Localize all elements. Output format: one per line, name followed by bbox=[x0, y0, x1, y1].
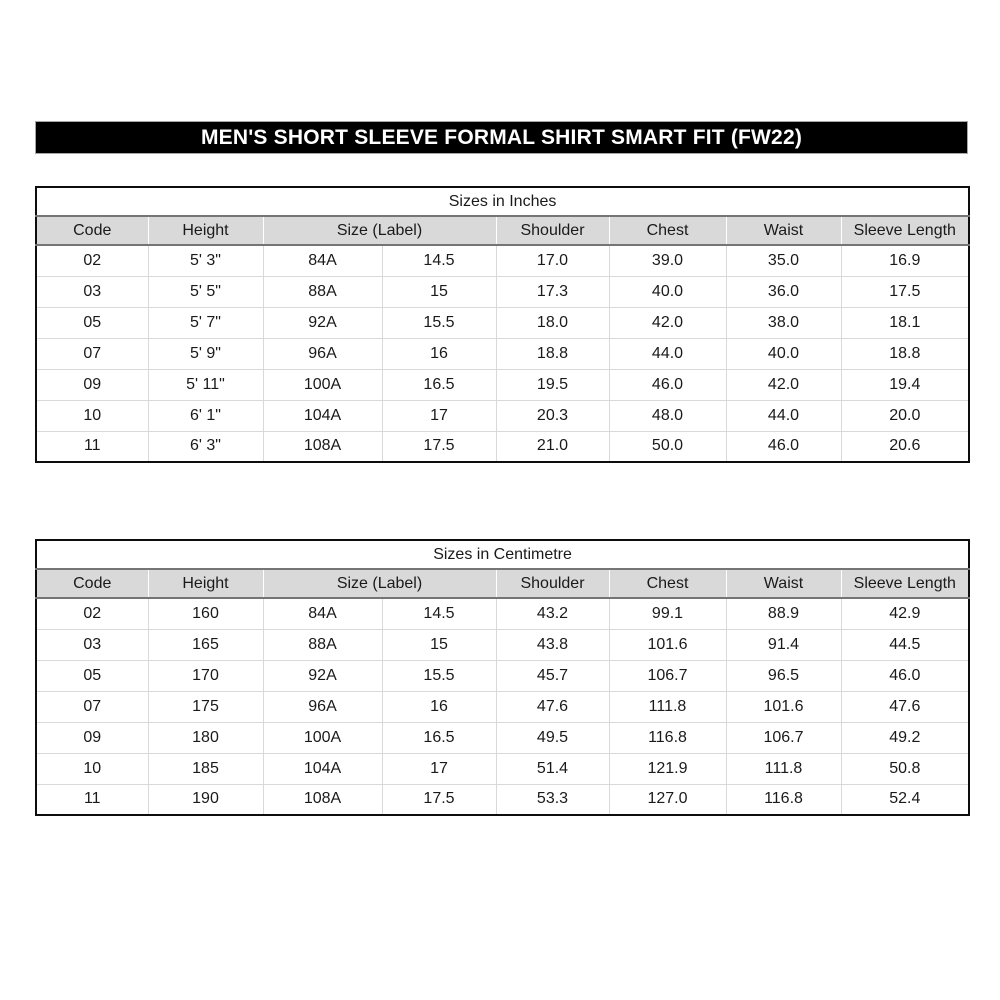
table-cell: 108A bbox=[263, 784, 382, 815]
table-row bbox=[36, 276, 969, 307]
column-header-waist: Waist bbox=[726, 569, 841, 598]
table-cell: 96.5 bbox=[726, 660, 841, 691]
table-cell: 160 bbox=[148, 598, 263, 629]
table-cell: 101.6 bbox=[609, 629, 726, 660]
table-row bbox=[36, 784, 969, 815]
table-cell: 49.5 bbox=[496, 722, 609, 753]
table-cell: 5' 3" bbox=[148, 245, 263, 276]
table-row bbox=[36, 400, 969, 431]
table-cell: 18.1 bbox=[841, 307, 969, 338]
table-cell: 02 bbox=[36, 598, 148, 629]
table-row bbox=[36, 307, 969, 338]
column-header-size-label: Size (Label) bbox=[263, 569, 496, 598]
table-cell: 10 bbox=[36, 753, 148, 784]
table-row bbox=[36, 691, 969, 722]
table-cell: 40.0 bbox=[726, 338, 841, 369]
table-cell: 20.3 bbox=[496, 400, 609, 431]
table-cell: 96A bbox=[263, 338, 382, 369]
column-header-waist: Waist bbox=[726, 216, 841, 245]
table-cell: 09 bbox=[36, 722, 148, 753]
table-cell: 16 bbox=[382, 691, 496, 722]
table-cell: 44.5 bbox=[841, 629, 969, 660]
table-cell: 52.4 bbox=[841, 784, 969, 815]
table-cell: 175 bbox=[148, 691, 263, 722]
table-cell: 47.6 bbox=[841, 691, 969, 722]
table-cell: 36.0 bbox=[726, 276, 841, 307]
column-header-chest: Chest bbox=[609, 216, 726, 245]
table-row bbox=[36, 660, 969, 691]
table-cell: 100A bbox=[263, 369, 382, 400]
table-cell: 108A bbox=[263, 431, 382, 462]
table-cell: 16.5 bbox=[382, 369, 496, 400]
table-cell: 44.0 bbox=[726, 400, 841, 431]
table-cell: 185 bbox=[148, 753, 263, 784]
table-cell: 101.6 bbox=[726, 691, 841, 722]
table-cell: 6' 3" bbox=[148, 431, 263, 462]
table-cell: 18.8 bbox=[841, 338, 969, 369]
sizes-in-centimetre-table bbox=[35, 539, 970, 816]
column-header-size-label: Size (Label) bbox=[263, 216, 496, 245]
table-cell: 15.5 bbox=[382, 660, 496, 691]
table-cell: 14.5 bbox=[382, 598, 496, 629]
table-cell: 106.7 bbox=[726, 722, 841, 753]
table-cell: 106.7 bbox=[609, 660, 726, 691]
table-cell: 17.5 bbox=[841, 276, 969, 307]
table-cell: 17 bbox=[382, 753, 496, 784]
page-title-banner bbox=[35, 121, 968, 154]
table-cell: 84A bbox=[263, 598, 382, 629]
table-row bbox=[36, 753, 969, 784]
table-cell: 17.5 bbox=[382, 784, 496, 815]
table-cell: 43.2 bbox=[496, 598, 609, 629]
column-header-sleeve-length: Sleeve Length bbox=[841, 569, 969, 598]
table-cell: 17.0 bbox=[496, 245, 609, 276]
table-body bbox=[36, 598, 969, 815]
column-header-height: Height bbox=[148, 216, 263, 245]
table-cell: 35.0 bbox=[726, 245, 841, 276]
table-cell: 121.9 bbox=[609, 753, 726, 784]
table-cell: 88A bbox=[263, 629, 382, 660]
table-cell: 116.8 bbox=[726, 784, 841, 815]
table-cell: 88A bbox=[263, 276, 382, 307]
table-cell: 39.0 bbox=[609, 245, 726, 276]
column-header-sleeve-length: Sleeve Length bbox=[841, 216, 969, 245]
column-header-shoulder: Shoulder bbox=[496, 216, 609, 245]
table-cell: 165 bbox=[148, 629, 263, 660]
table-cell: 84A bbox=[263, 245, 382, 276]
column-header-row bbox=[36, 216, 969, 245]
table-cell: 42.0 bbox=[726, 369, 841, 400]
table-cell: 46.0 bbox=[609, 369, 726, 400]
column-header-row bbox=[36, 569, 969, 598]
table-cell: 180 bbox=[148, 722, 263, 753]
table-cell: 46.0 bbox=[726, 431, 841, 462]
table-cell: 16.5 bbox=[382, 722, 496, 753]
table-cell: 96A bbox=[263, 691, 382, 722]
table-cell: 19.4 bbox=[841, 369, 969, 400]
table-cell: 92A bbox=[263, 660, 382, 691]
table-cell: 46.0 bbox=[841, 660, 969, 691]
table-cell: 44.0 bbox=[609, 338, 726, 369]
table-cell: 43.8 bbox=[496, 629, 609, 660]
table-cell: 6' 1" bbox=[148, 400, 263, 431]
table-cell: 42.9 bbox=[841, 598, 969, 629]
table-cell: 99.1 bbox=[609, 598, 726, 629]
table-cell: 15 bbox=[382, 276, 496, 307]
table-row bbox=[36, 338, 969, 369]
column-header-shoulder: Shoulder bbox=[496, 569, 609, 598]
table-row bbox=[36, 629, 969, 660]
table-cell: 170 bbox=[148, 660, 263, 691]
table-cell: 20.0 bbox=[841, 400, 969, 431]
table-title-row bbox=[36, 540, 969, 569]
table-cell: 10 bbox=[36, 400, 148, 431]
table-cell: 21.0 bbox=[496, 431, 609, 462]
table-cell: 42.0 bbox=[609, 307, 726, 338]
table-cell: 88.9 bbox=[726, 598, 841, 629]
table-cell: 38.0 bbox=[726, 307, 841, 338]
table-cell: 111.8 bbox=[609, 691, 726, 722]
table-cell: 127.0 bbox=[609, 784, 726, 815]
table-cell: 07 bbox=[36, 691, 148, 722]
table-title-row bbox=[36, 187, 969, 216]
table-cell: 5' 7" bbox=[148, 307, 263, 338]
table-cell: 11 bbox=[36, 431, 148, 462]
table-cell: 03 bbox=[36, 276, 148, 307]
table-row bbox=[36, 369, 969, 400]
table-cell: 15 bbox=[382, 629, 496, 660]
table-cell: 5' 5" bbox=[148, 276, 263, 307]
table-cell: 11 bbox=[36, 784, 148, 815]
table-cell: 40.0 bbox=[609, 276, 726, 307]
table-cell: 05 bbox=[36, 660, 148, 691]
table-cell: 18.0 bbox=[496, 307, 609, 338]
table-cell: 51.4 bbox=[496, 753, 609, 784]
column-header-chest: Chest bbox=[609, 569, 726, 598]
table-cell: 48.0 bbox=[609, 400, 726, 431]
table-cell: 5' 11" bbox=[148, 369, 263, 400]
table-header bbox=[36, 540, 969, 598]
table-cell: 53.3 bbox=[496, 784, 609, 815]
table-cell: 19.5 bbox=[496, 369, 609, 400]
table-cell: 50.0 bbox=[609, 431, 726, 462]
column-header-code: Code bbox=[36, 216, 148, 245]
sizes-in-inches-table bbox=[35, 186, 970, 463]
table-row bbox=[36, 598, 969, 629]
table-cell: 190 bbox=[148, 784, 263, 815]
table-cell: 17 bbox=[382, 400, 496, 431]
table-cell: 14.5 bbox=[382, 245, 496, 276]
table-cell: 03 bbox=[36, 629, 148, 660]
table-cell: 02 bbox=[36, 245, 148, 276]
table-cell: 47.6 bbox=[496, 691, 609, 722]
table-cell: 49.2 bbox=[841, 722, 969, 753]
column-header-height: Height bbox=[148, 569, 263, 598]
table-cell: 18.8 bbox=[496, 338, 609, 369]
table-body bbox=[36, 245, 969, 462]
table-cell: 104A bbox=[263, 400, 382, 431]
table-cell: 17.3 bbox=[496, 276, 609, 307]
table-row bbox=[36, 722, 969, 753]
table-cell: 09 bbox=[36, 369, 148, 400]
table-cell: 15.5 bbox=[382, 307, 496, 338]
column-header-code: Code bbox=[36, 569, 148, 598]
table-cell: 100A bbox=[263, 722, 382, 753]
table-title: Sizes in Centimetre bbox=[36, 540, 969, 569]
table-cell: 05 bbox=[36, 307, 148, 338]
table-cell: 20.6 bbox=[841, 431, 969, 462]
table-cell: 91.4 bbox=[726, 629, 841, 660]
table-row bbox=[36, 431, 969, 462]
table-title: Sizes in Inches bbox=[36, 187, 969, 216]
table-cell: 5' 9" bbox=[148, 338, 263, 369]
table-row bbox=[36, 245, 969, 276]
size-chart-sheet bbox=[35, 121, 968, 816]
table-cell: 07 bbox=[36, 338, 148, 369]
table-cell: 16.9 bbox=[841, 245, 969, 276]
table-cell: 45.7 bbox=[496, 660, 609, 691]
table-header bbox=[36, 187, 969, 245]
table-cell: 92A bbox=[263, 307, 382, 338]
table-cell: 104A bbox=[263, 753, 382, 784]
page-title: MEN'S SHORT SLEEVE FORMAL SHIRT SMART FIT (FW22) bbox=[200, 125, 803, 149]
table-cell: 111.8 bbox=[726, 753, 841, 784]
table-cell: 17.5 bbox=[382, 431, 496, 462]
table-cell: 116.8 bbox=[609, 722, 726, 753]
table-cell: 16 bbox=[382, 338, 496, 369]
table-cell: 50.8 bbox=[841, 753, 969, 784]
